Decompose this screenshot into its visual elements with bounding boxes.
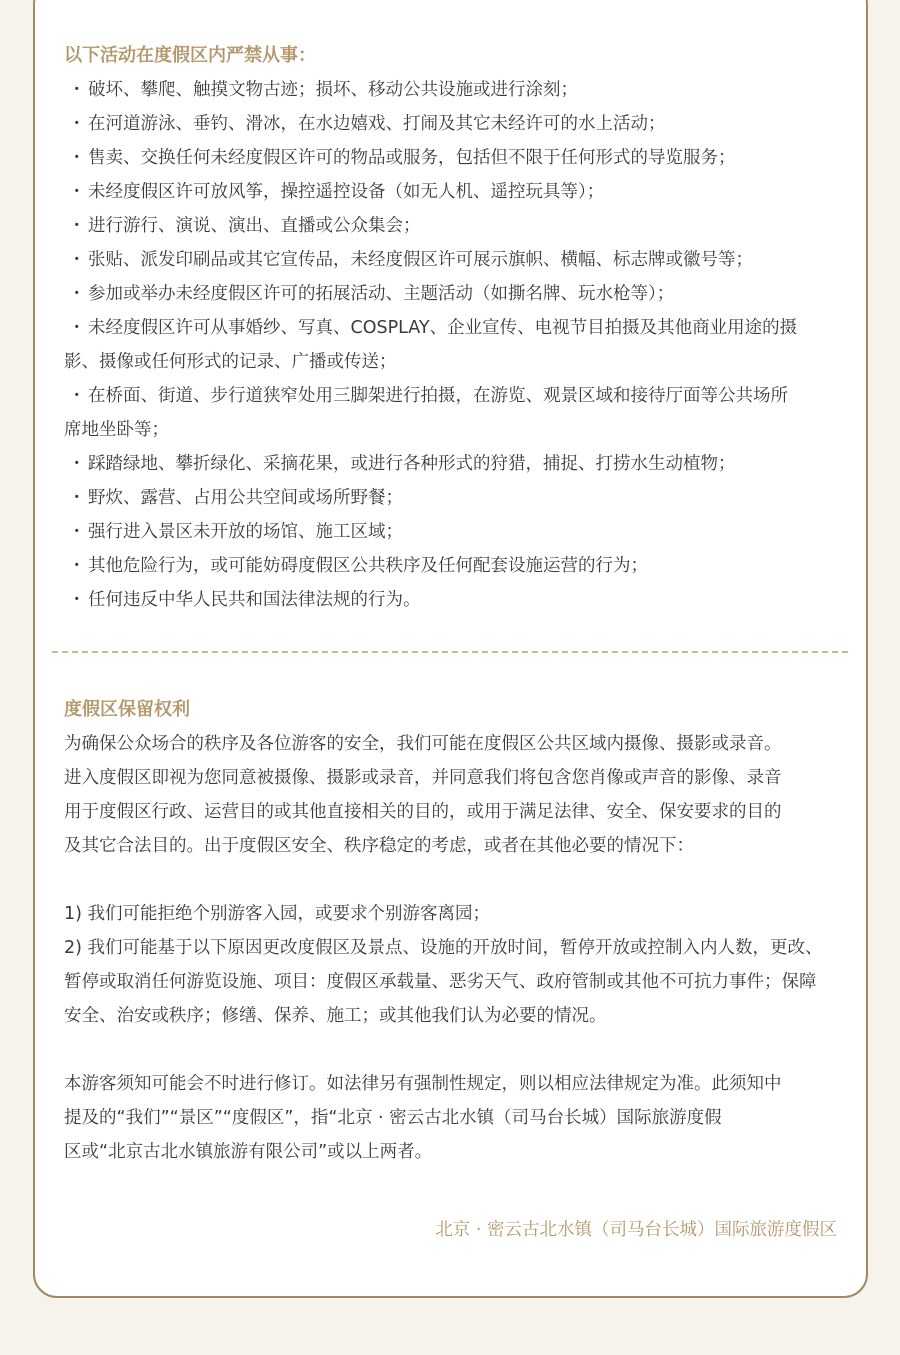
bullet-icon: ・ bbox=[68, 488, 86, 508]
rights-line: 及其它合法目的。出于度假区安全、秩序稳定的考虑，或者在其他必要的情况下： bbox=[64, 836, 694, 856]
bullet-icon: ・ bbox=[68, 454, 86, 474]
prohibited-item-text: 在河道游泳、垂钓、滑冰，在水边嬉戏、打闹及其它未经许可的水上活动； bbox=[88, 114, 666, 134]
rights-line: 暂停或取消任何游览设施、项目：度假区承载量、恶劣天气、政府管制或其他不可抗力事件；保障 bbox=[64, 972, 817, 992]
prohibited-item-text: 野炊、露营、占用公共空间或场所野餐； bbox=[88, 488, 403, 508]
prohibited-item bbox=[64, 481, 844, 515]
prohibited-item-continuation bbox=[64, 345, 844, 379]
prohibited-item bbox=[64, 73, 844, 107]
rights-body bbox=[64, 727, 844, 1169]
rights-heading: 度假区保留权利 bbox=[64, 699, 190, 720]
bullet-icon: ・ bbox=[68, 284, 86, 304]
prohibited-item bbox=[64, 549, 844, 583]
prohibited-item-text: 影、摄像或任何形式的记录、广播或传送； bbox=[64, 352, 397, 372]
bullet-icon: ・ bbox=[68, 556, 86, 576]
prohibited-item bbox=[64, 209, 844, 243]
rights-line: 2) 我们可能基于以下原因更改度假区及景点、设施的开放时间，暂停开放或控制入内人数，更改、 bbox=[64, 938, 823, 958]
prohibited-item-continuation bbox=[64, 413, 844, 447]
prohibited-section bbox=[64, 39, 844, 617]
prohibited-item bbox=[64, 141, 844, 175]
rights-line: 1) 我们可能拒绝个别游客入园，或要求个别游客离园； bbox=[64, 904, 491, 924]
prohibited-item bbox=[64, 311, 844, 345]
bullet-icon: ・ bbox=[68, 80, 86, 100]
prohibited-item bbox=[64, 447, 844, 481]
resort-signature: 北京 · 密云古北水镇（司马台长城）国际旅游度假区 bbox=[435, 1220, 837, 1240]
paragraph-gap bbox=[64, 863, 844, 897]
prohibited-item-text: 踩踏绿地、攀折绿化、采摘花果，或进行各种形式的狩猎，捕捉、打捞水生动植物； bbox=[88, 454, 736, 474]
prohibited-item bbox=[64, 243, 844, 277]
prohibited-item bbox=[64, 175, 844, 209]
rights-line: 提及的“我们”“景区”“度假区”，指“北京 · 密云古北水镇（司马台长城）国际旅游度假 bbox=[64, 1108, 722, 1128]
rights-line: 为确保公众场合的秩序及各位游客的安全，我们可能在度假区公共区域内摄像、摄影或录音。 bbox=[64, 734, 782, 754]
prohibited-item-text: 进行游行、演说、演出、直播或公众集会； bbox=[88, 216, 421, 236]
prohibited-item bbox=[64, 107, 844, 141]
prohibited-item-text: 其他危险行为，或可能妨碍度假区公共秩序及任何配套设施运营的行为； bbox=[88, 556, 648, 576]
section-divider bbox=[52, 651, 848, 653]
prohibited-item-text: 售卖、交换任何未经度假区许可的物品或服务，包括但不限于任何形式的导览服务； bbox=[88, 148, 736, 168]
rights-line: 进入度假区即视为您同意被摄像、摄影或录音，并同意我们将包含您肖像或声音的影像、录音 bbox=[64, 768, 782, 788]
prohibited-item bbox=[64, 515, 844, 549]
rights-line: 区或“北京古北水镇旅游有限公司”或以上两者。 bbox=[64, 1142, 433, 1162]
bullet-icon: ・ bbox=[68, 114, 86, 134]
rights-section bbox=[64, 693, 844, 1169]
bullet-icon: ・ bbox=[68, 148, 86, 168]
prohibited-item-text: 在桥面、街道、步行道狭窄处用三脚架进行拍摄，在游览、观景区域和接待厅面等公共场所 bbox=[88, 386, 788, 406]
bullet-icon: ・ bbox=[68, 182, 86, 202]
prohibited-item-text: 破坏、攀爬、触摸文物古迹；损坏、移动公共设施或进行涂刻； bbox=[88, 80, 578, 100]
bullet-icon: ・ bbox=[68, 216, 86, 236]
prohibited-item bbox=[64, 379, 844, 413]
rights-line: 用于度假区行政、运营目的或其他直接相关的目的，或用于满足法律、安全、保安要求的目的 bbox=[64, 802, 782, 822]
bullet-icon: ・ bbox=[68, 590, 86, 610]
bullet-icon: ・ bbox=[68, 250, 86, 270]
paragraph-gap bbox=[64, 1033, 844, 1067]
prohibited-item bbox=[64, 277, 844, 311]
bullet-icon: ・ bbox=[68, 386, 86, 406]
bullet-icon: ・ bbox=[68, 318, 86, 338]
rights-line: 安全、治安或秩序；修缮、保养、施工；或其他我们认为必要的情况。 bbox=[64, 1006, 607, 1026]
prohibited-heading: 以下活动在度假区内严禁从事： bbox=[64, 45, 316, 66]
prohibited-item-text: 强行进入景区未开放的场馆、施工区域； bbox=[88, 522, 403, 542]
rights-line: 本游客须知可能会不时进行修订。如法律另有强制性规定，则以相应法律规定为准。此须知中 bbox=[64, 1074, 782, 1094]
prohibited-item-text: 未经度假区许可从事婚纱、写真、COSPLAY、企业宣传、电视节目拍摄及其他商业用途的摄 bbox=[88, 318, 798, 338]
prohibited-item-text: 参加或举办未经度假区许可的拓展活动、主题活动（如撕名牌、玩水枪等）； bbox=[88, 284, 675, 304]
prohibited-item-text: 席地坐卧等； bbox=[64, 420, 169, 440]
prohibited-item-text: 未经度假区许可放风筝，操控遥控设备（如无人机、遥控玩具等）； bbox=[88, 182, 605, 202]
prohibited-item-text: 张贴、派发印刷品或其它宣传品，未经度假区许可展示旗帜、横幅、标志牌或徽号等； bbox=[88, 250, 753, 270]
prohibited-item-text: 任何违反中华人民共和国法律法规的行为。 bbox=[88, 590, 421, 610]
prohibited-item bbox=[64, 583, 844, 617]
bullet-icon: ・ bbox=[68, 522, 86, 542]
prohibited-list bbox=[64, 73, 844, 617]
